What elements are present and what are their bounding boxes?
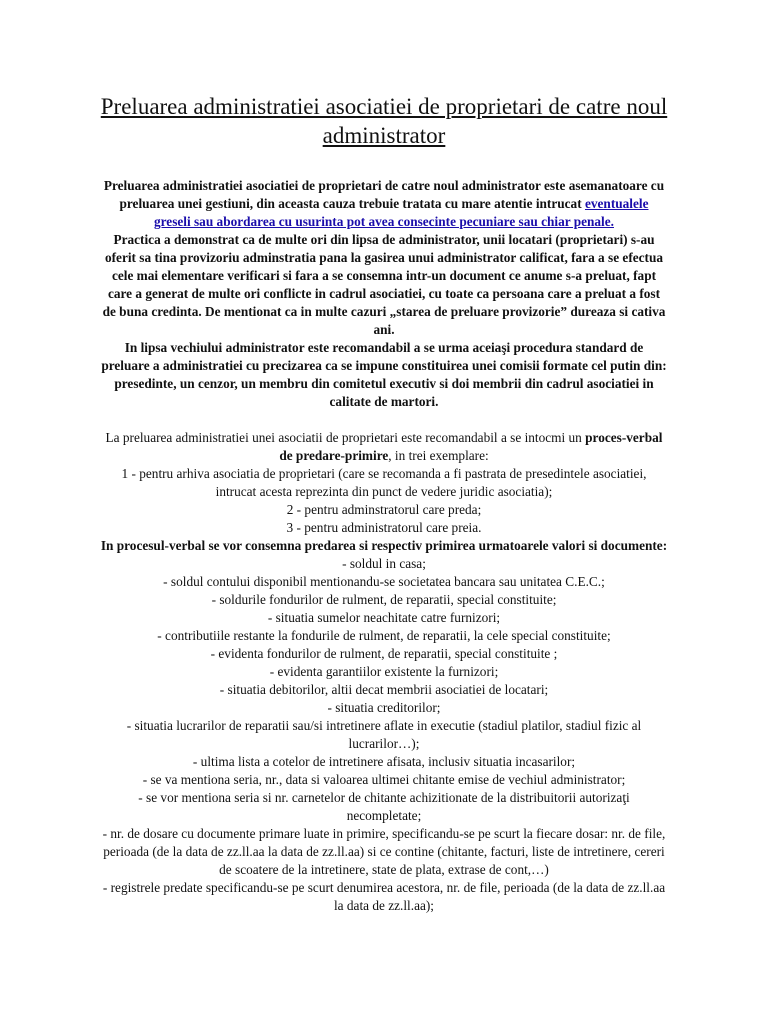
copy-item: 2 - pentru adminstratorul care preda; [286,502,482,517]
procedure-intro-end: , in trei exemplare: [388,448,489,463]
list-item: - soldurile fondurilor de rulment, de reparatii, special constituite; [211,592,557,607]
list-item: - nr. de dosare cu documente primare luate in primire, specificandu-se pe scurt la fiecare dosar: nr. de file, perioada (de la data de zz.ll.aa la data de zz.ll.aa) si ce contine (chitante, facturi, liste de intretinere, cereri de scoatere de la intretinere, state de plata, extrase de cont,…) [102,826,666,877]
list-item: - contributiile restante la fondurile de rulment, de reparatii, la cele special constituite; [157,628,611,643]
list-item: - registrele predate specificandu-se pe scurt denumirea acestora, nr. de file, perioada (de la data de zz.ll.aa la data de zz.ll.aa); [102,880,666,913]
intro-section [100,177,668,411]
intro-paragraph-1 [100,177,668,231]
list-item: - se va mentiona seria, nr., data si valoarea ultimei chitante emise de vechiul administrator; [142,772,626,787]
procedure-section [100,429,668,915]
list-item: - situatia lucrarilor de reparatii sau/si intretinere aflate in executie (stadiul platilor, stadiul fizic al lucrarilor…); [126,718,642,751]
list-item: - evidenta fondurilor de rulment, de reparatii, special constituite ; [210,646,558,661]
copy-item: 3 - pentru administratorul care preia. [286,520,482,535]
list-item: - situatia creditorilor; [327,700,441,715]
procedure-intro-text: La preluarea administratiei unei asociatii de proprietari este recomandabil a se intocmi un [105,430,586,445]
copy-item: 1 - pentru arhiva asociatia de proprietari (care se recomanda a fi pastrata de presedintele asociatiei, intrucat acesta reprezinta din punct de vedere juridic asociatia); [121,466,647,499]
list-heading: In procesul-verbal se vor consemna predarea si respectiv primirea urmatoarele valori si documente: [100,538,668,553]
intro-paragraph-3: In lipsa vechiului administrator este recomandabil a se urma aceiaşi procedura standard de preluare a administratiei cu precizarea ca se impune constituirea unei comisii formate cel putin din: presedinte, un cenzor, un membru din comitetul executiv si doi membrii din cadrul asociatiei in calitate de martori. [101,340,667,409]
list-item: - soldul contului disponibil mentionandu-se societatea bancara sau unitatea C.E.C.; [163,574,605,589]
procedure-intro [100,429,668,465]
procedure-term: proces-verbal de predare-primire [279,430,663,463]
list-item: - soldul in casa; [342,556,426,571]
list-item: - situatia debitorilor, altii decat membrii asociatiei de locatari; [219,682,549,697]
list-item: - ultima lista a cotelor de intretinere afisata, inclusiv situatia incasarilor; [192,754,576,769]
consequences-link[interactable]: eventualele greseli sau abordarea cu usurinta pot avea consecinte pecuniare sau chiar penale. [154,196,649,229]
intro-paragraph-1-text: Preluarea administratiei asociatiei de proprietari de catre noul administrator este asemanatoare cu preluarea unei gestiuni, din aceasta cauza trebuie tratata cu mare atentie intrucat [103,178,665,211]
intro-paragraph-2: Practica a demonstrat ca de multe ori din lipsa de administrator, unii locatari (proprietari) s-au oferit sa tina provizoriu adminstratia pana la gasirea unui administrator calificat, fara a se efectua cele mai elementare verificari si fara a se consemna intr-un document ce anume s-a preluat, fapt care a generat de multe ori conflicte in cadrul asociatiei, cu toate ca persoana care a preluat a fost de buna credinta. De mentionat ca in multe cazuri „starea de preluare provizorie” dureaza si cativa ani. [102,232,666,337]
list-item: - evidenta garantiilor existente la furnizori; [269,664,499,679]
list-item: - se vor mentiona seria si nr. carnetelor de chitante achizitionate de la distribuitorii autorizaţi necompletate; [138,790,630,823]
document-title: Preluarea administratiei asociatiei de proprietari de catre noul administrator [100,94,668,148]
list-item: - situatia sumelor neachitate catre furnizori; [267,610,501,625]
document-page [100,92,668,915]
